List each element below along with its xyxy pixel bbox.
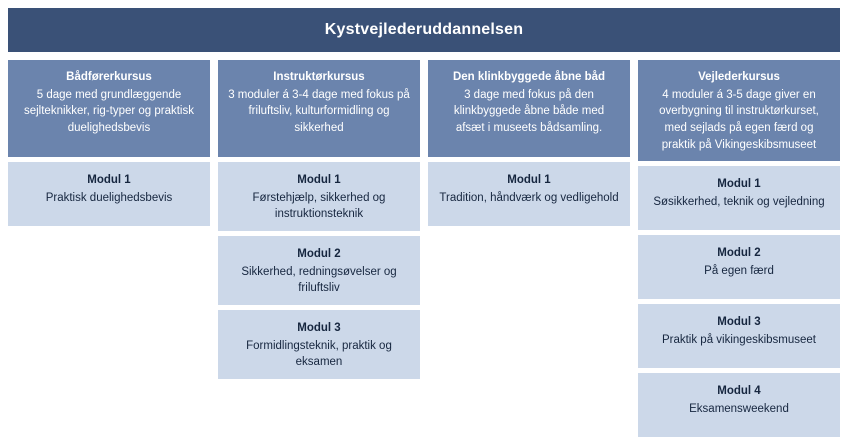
course-description-2: 3 dage med fokus på den klinkbyggede åbne både med afsæt i museets bådsamling.: [453, 88, 605, 135]
course-header-1: [218, 60, 420, 157]
course-header-2: [428, 60, 630, 157]
module-title: Modul 1: [507, 174, 551, 186]
page-title: Kystvejlederuddannelsen: [324, 21, 524, 38]
course-description-0: 5 dage med grundlæggende sejlteknikker, rig-typer og praktisk duelighedsbevis: [23, 88, 194, 135]
course-column-vejlederkursus: [638, 60, 840, 437]
course-description-3: 4 moduler á 3-5 dage giver en overbygning til instruktørkurset, med sejlads på egen færd og praktik på Vikingeskibsmuseet: [659, 88, 819, 151]
course-header-0: [8, 60, 210, 157]
module-description: Eksamensweekend: [689, 403, 789, 416]
module-description: Førstehjælp, sikkerhed og instruktionsteknik: [252, 191, 386, 221]
module-cell: [638, 373, 840, 437]
module-cell: [638, 166, 840, 230]
module-cell: [218, 162, 420, 231]
module-description: Praktisk duelighedsbevis: [45, 191, 173, 204]
module-cell: [638, 304, 840, 368]
course-title-3: Vejlederkursus: [698, 71, 780, 83]
course-header-3: [638, 60, 840, 161]
module-description: Søsikkerhed, teknik og vejledning: [653, 196, 825, 209]
module-description: Praktik på vikingeskibsmuseet: [661, 334, 817, 347]
module-title: Modul 2: [297, 248, 341, 261]
module-title: Modul 1: [87, 174, 131, 186]
module-description: Sikkerhed, redningsøvelser og friluftsliv: [241, 265, 397, 295]
module-description: På egen færd: [704, 265, 774, 278]
module-cell: [638, 235, 840, 299]
course-column-instruktorkursus: [218, 60, 420, 379]
module-cell: [218, 236, 420, 305]
module-title: Modul 4: [717, 385, 761, 398]
module-description: Tradition, håndværk og vedligehold: [439, 191, 619, 204]
module-cell: [428, 162, 630, 226]
course-title-0: Bådførerkursus: [66, 71, 152, 83]
module-title: Modul 2: [717, 247, 761, 260]
module-title: Modul 3: [297, 322, 341, 335]
course-column-badforerkursus: [8, 60, 210, 226]
module-title: Modul 3: [717, 316, 761, 329]
module-title: Modul 1: [297, 174, 341, 186]
module-cell: [8, 162, 210, 226]
course-title-1: Instruktørkursus: [273, 71, 365, 83]
module-title: Modul 1: [717, 178, 761, 191]
module-cell: [218, 310, 420, 379]
course-column-klinkbyggede-abne-bad: [428, 60, 630, 226]
course-columns: [8, 60, 840, 442]
diagram-title-bar: [8, 8, 840, 52]
course-description-1: 3 moduler á 3-4 dage med fokus på friluftsliv, kulturformidling og sikkerhed: [228, 88, 410, 135]
module-description: Formidlingsteknik, praktik og eksamen: [246, 339, 392, 369]
course-title-2: Den klinkbyggede åbne båd: [452, 71, 606, 83]
